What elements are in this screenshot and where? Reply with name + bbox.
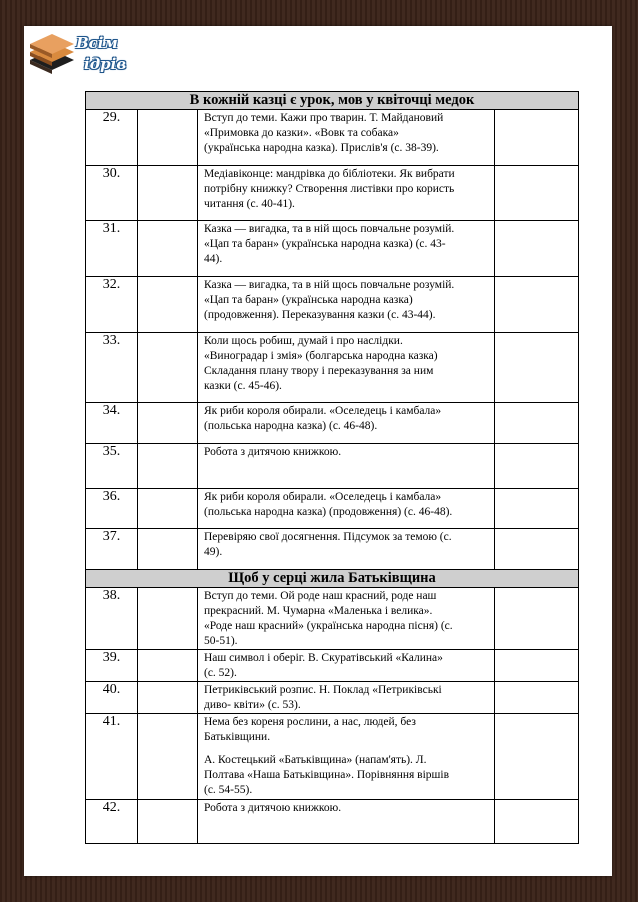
lesson-topic bbox=[198, 221, 495, 277]
lesson-row bbox=[86, 489, 579, 529]
date-cell bbox=[138, 489, 198, 529]
topic-line: Як риби короля обирали. «Оселедець і камбала» bbox=[204, 405, 442, 417]
notes-cell bbox=[495, 221, 579, 277]
lesson-row bbox=[86, 403, 579, 444]
lesson-plan-table bbox=[85, 91, 579, 844]
date-cell bbox=[138, 588, 198, 650]
topic-line: Вступ до теми. Кажи про тварин. Т. Майдановий bbox=[204, 112, 444, 124]
lesson-row bbox=[86, 110, 579, 166]
topic-line: 44). bbox=[204, 253, 223, 265]
lesson-row bbox=[86, 650, 579, 682]
lesson-topic bbox=[198, 682, 495, 714]
section-title: Щоб у серці жила Батьківщина bbox=[86, 570, 579, 588]
date-cell bbox=[138, 529, 198, 570]
date-cell bbox=[138, 221, 198, 277]
lesson-row bbox=[86, 714, 579, 800]
lesson-row bbox=[86, 221, 579, 277]
topic-line: (польська народна казка) (с. 46-48). bbox=[204, 420, 378, 432]
topic-line: 49). bbox=[204, 546, 223, 558]
lesson-topic bbox=[198, 489, 495, 529]
document-page bbox=[24, 26, 612, 876]
lesson-row bbox=[86, 166, 579, 221]
lesson-topic bbox=[198, 444, 495, 489]
notes-cell bbox=[495, 403, 579, 444]
lesson-number: 30. bbox=[86, 166, 138, 221]
topic-line: Перевіряю свої досягнення. Підсумок за темою (с. bbox=[204, 531, 452, 543]
lesson-topic bbox=[198, 333, 495, 403]
notes-cell bbox=[495, 489, 579, 529]
books-logo-icon bbox=[26, 30, 78, 82]
lesson-number: 31. bbox=[86, 221, 138, 277]
date-cell bbox=[138, 333, 198, 403]
topic-line: Батьківщини. bbox=[204, 731, 271, 743]
lesson-row bbox=[86, 529, 579, 570]
date-cell bbox=[138, 110, 198, 166]
lesson-number: 34. bbox=[86, 403, 138, 444]
date-cell bbox=[138, 682, 198, 714]
lesson-topic bbox=[198, 650, 495, 682]
topic-line: (с. 54-55). bbox=[204, 784, 253, 796]
lesson-topic bbox=[198, 800, 495, 844]
lesson-topic bbox=[198, 110, 495, 166]
topic-line: Наш символ і оберіг. В. Скуратівський «Калина» bbox=[204, 652, 443, 664]
lesson-topic bbox=[198, 277, 495, 333]
lesson-number: 39. bbox=[86, 650, 138, 682]
topic-line: (продовження). Переказування казки (с. 43-44). bbox=[204, 309, 436, 321]
lesson-row bbox=[86, 277, 579, 333]
date-cell bbox=[138, 650, 198, 682]
topic-line: казки (с. 45-46). bbox=[204, 380, 282, 392]
lesson-row bbox=[86, 588, 579, 650]
topic-line: «Виноградар і змія» (болгарська народна казка) bbox=[204, 350, 438, 362]
lesson-topic bbox=[198, 403, 495, 444]
notes-cell bbox=[495, 588, 579, 650]
topic-line: диво- квіти» (с. 53). bbox=[204, 699, 301, 711]
date-cell bbox=[138, 277, 198, 333]
topic-line: Робота з дитячою книжкою. bbox=[204, 446, 342, 458]
topic-line: (українська народна казка). Прислів'я (с. 38-39). bbox=[204, 142, 439, 154]
lesson-number: 40. bbox=[86, 682, 138, 714]
lesson-topic bbox=[198, 529, 495, 570]
lesson-topic bbox=[198, 588, 495, 650]
topic-line: «Примовка до казки». «Вовк та собака» bbox=[204, 127, 399, 139]
notes-cell bbox=[495, 166, 579, 221]
section-header-row bbox=[86, 92, 579, 110]
topic-line: Казка — вигадка, та в ній щось повчальне розумій. bbox=[204, 279, 455, 291]
lesson-row bbox=[86, 800, 579, 844]
topic-line bbox=[204, 745, 490, 753]
topic-line: Медіавіконце: мандрівка до бібліотеки. Як вибрати bbox=[204, 168, 455, 180]
lesson-row bbox=[86, 444, 579, 489]
site-logo[interactable] bbox=[26, 26, 136, 86]
lesson-number: 37. bbox=[86, 529, 138, 570]
notes-cell bbox=[495, 110, 579, 166]
topic-line: Нема без кореня рослини, а нас, людей, без bbox=[204, 716, 416, 728]
date-cell bbox=[138, 800, 198, 844]
topic-line: (польська народна казка) (продовження) (с. 46-48). bbox=[204, 506, 453, 518]
topic-line: Вступ до теми. Ой роде наш красний, роде наш bbox=[204, 590, 437, 602]
topic-line: «Цап та баран» (українська народна казка) (с. 43- bbox=[204, 238, 446, 250]
date-cell bbox=[138, 444, 198, 489]
notes-cell bbox=[495, 333, 579, 403]
topic-line: «Роде наш красний» (українська народна пісня) (с. bbox=[204, 620, 453, 632]
lesson-number: 29. bbox=[86, 110, 138, 166]
topic-line: читання (с. 40-41). bbox=[204, 198, 295, 210]
topic-line: Як риби короля обирали. «Оселедець і камбала» bbox=[204, 491, 442, 503]
topic-line: прекрасний. М. Чумарна «Маленька і велика». bbox=[204, 605, 433, 617]
section-header-row bbox=[86, 570, 579, 588]
topic-line: (с. 52). bbox=[204, 667, 237, 679]
lesson-topic bbox=[198, 714, 495, 800]
lesson-number: 32. bbox=[86, 277, 138, 333]
topic-line: Коли щось робиш, думай і про наслідки. bbox=[204, 335, 403, 347]
topic-line: Складання плану твору і переказування за ним bbox=[204, 365, 434, 377]
lesson-row bbox=[86, 682, 579, 714]
topic-line: Казка — вигадка, та в ній щось повчальне розумій. bbox=[204, 223, 455, 235]
notes-cell bbox=[495, 714, 579, 800]
notes-cell bbox=[495, 650, 579, 682]
lesson-number: 33. bbox=[86, 333, 138, 403]
logo-text-line1: Всім bbox=[76, 34, 118, 52]
topic-line: потрібну книжку? Створення листівки про користь bbox=[204, 183, 455, 195]
lesson-row bbox=[86, 333, 579, 403]
topic-line: Робота з дитячою книжкою. bbox=[204, 802, 342, 814]
lesson-number: 41. bbox=[86, 714, 138, 800]
date-cell bbox=[138, 714, 198, 800]
topic-line: А. Костецький «Батьківщина» (напам'ять). Л. bbox=[204, 754, 427, 766]
notes-cell bbox=[495, 277, 579, 333]
notes-cell bbox=[495, 444, 579, 489]
notes-cell bbox=[495, 800, 579, 844]
notes-cell bbox=[495, 682, 579, 714]
lesson-number: 36. bbox=[86, 489, 138, 529]
lesson-number: 42. bbox=[86, 800, 138, 844]
topic-line: Полтава «Наша Батьківщина». Порівняння віршів bbox=[204, 769, 450, 781]
logo-text-line2: ідрів bbox=[84, 55, 127, 73]
lesson-topic bbox=[198, 166, 495, 221]
date-cell bbox=[138, 403, 198, 444]
lesson-number: 35. bbox=[86, 444, 138, 489]
topic-line: Петриківський розпис. Н. Поклад «Петриківські bbox=[204, 684, 442, 696]
notes-cell bbox=[495, 529, 579, 570]
topic-line: 50-51). bbox=[204, 635, 238, 647]
date-cell bbox=[138, 166, 198, 221]
topic-line: «Цап та баран» (українська народна казка) bbox=[204, 294, 413, 306]
lesson-number: 38. bbox=[86, 588, 138, 650]
section-title: В кожній казці є урок, мов у квіточці медок bbox=[86, 92, 579, 110]
